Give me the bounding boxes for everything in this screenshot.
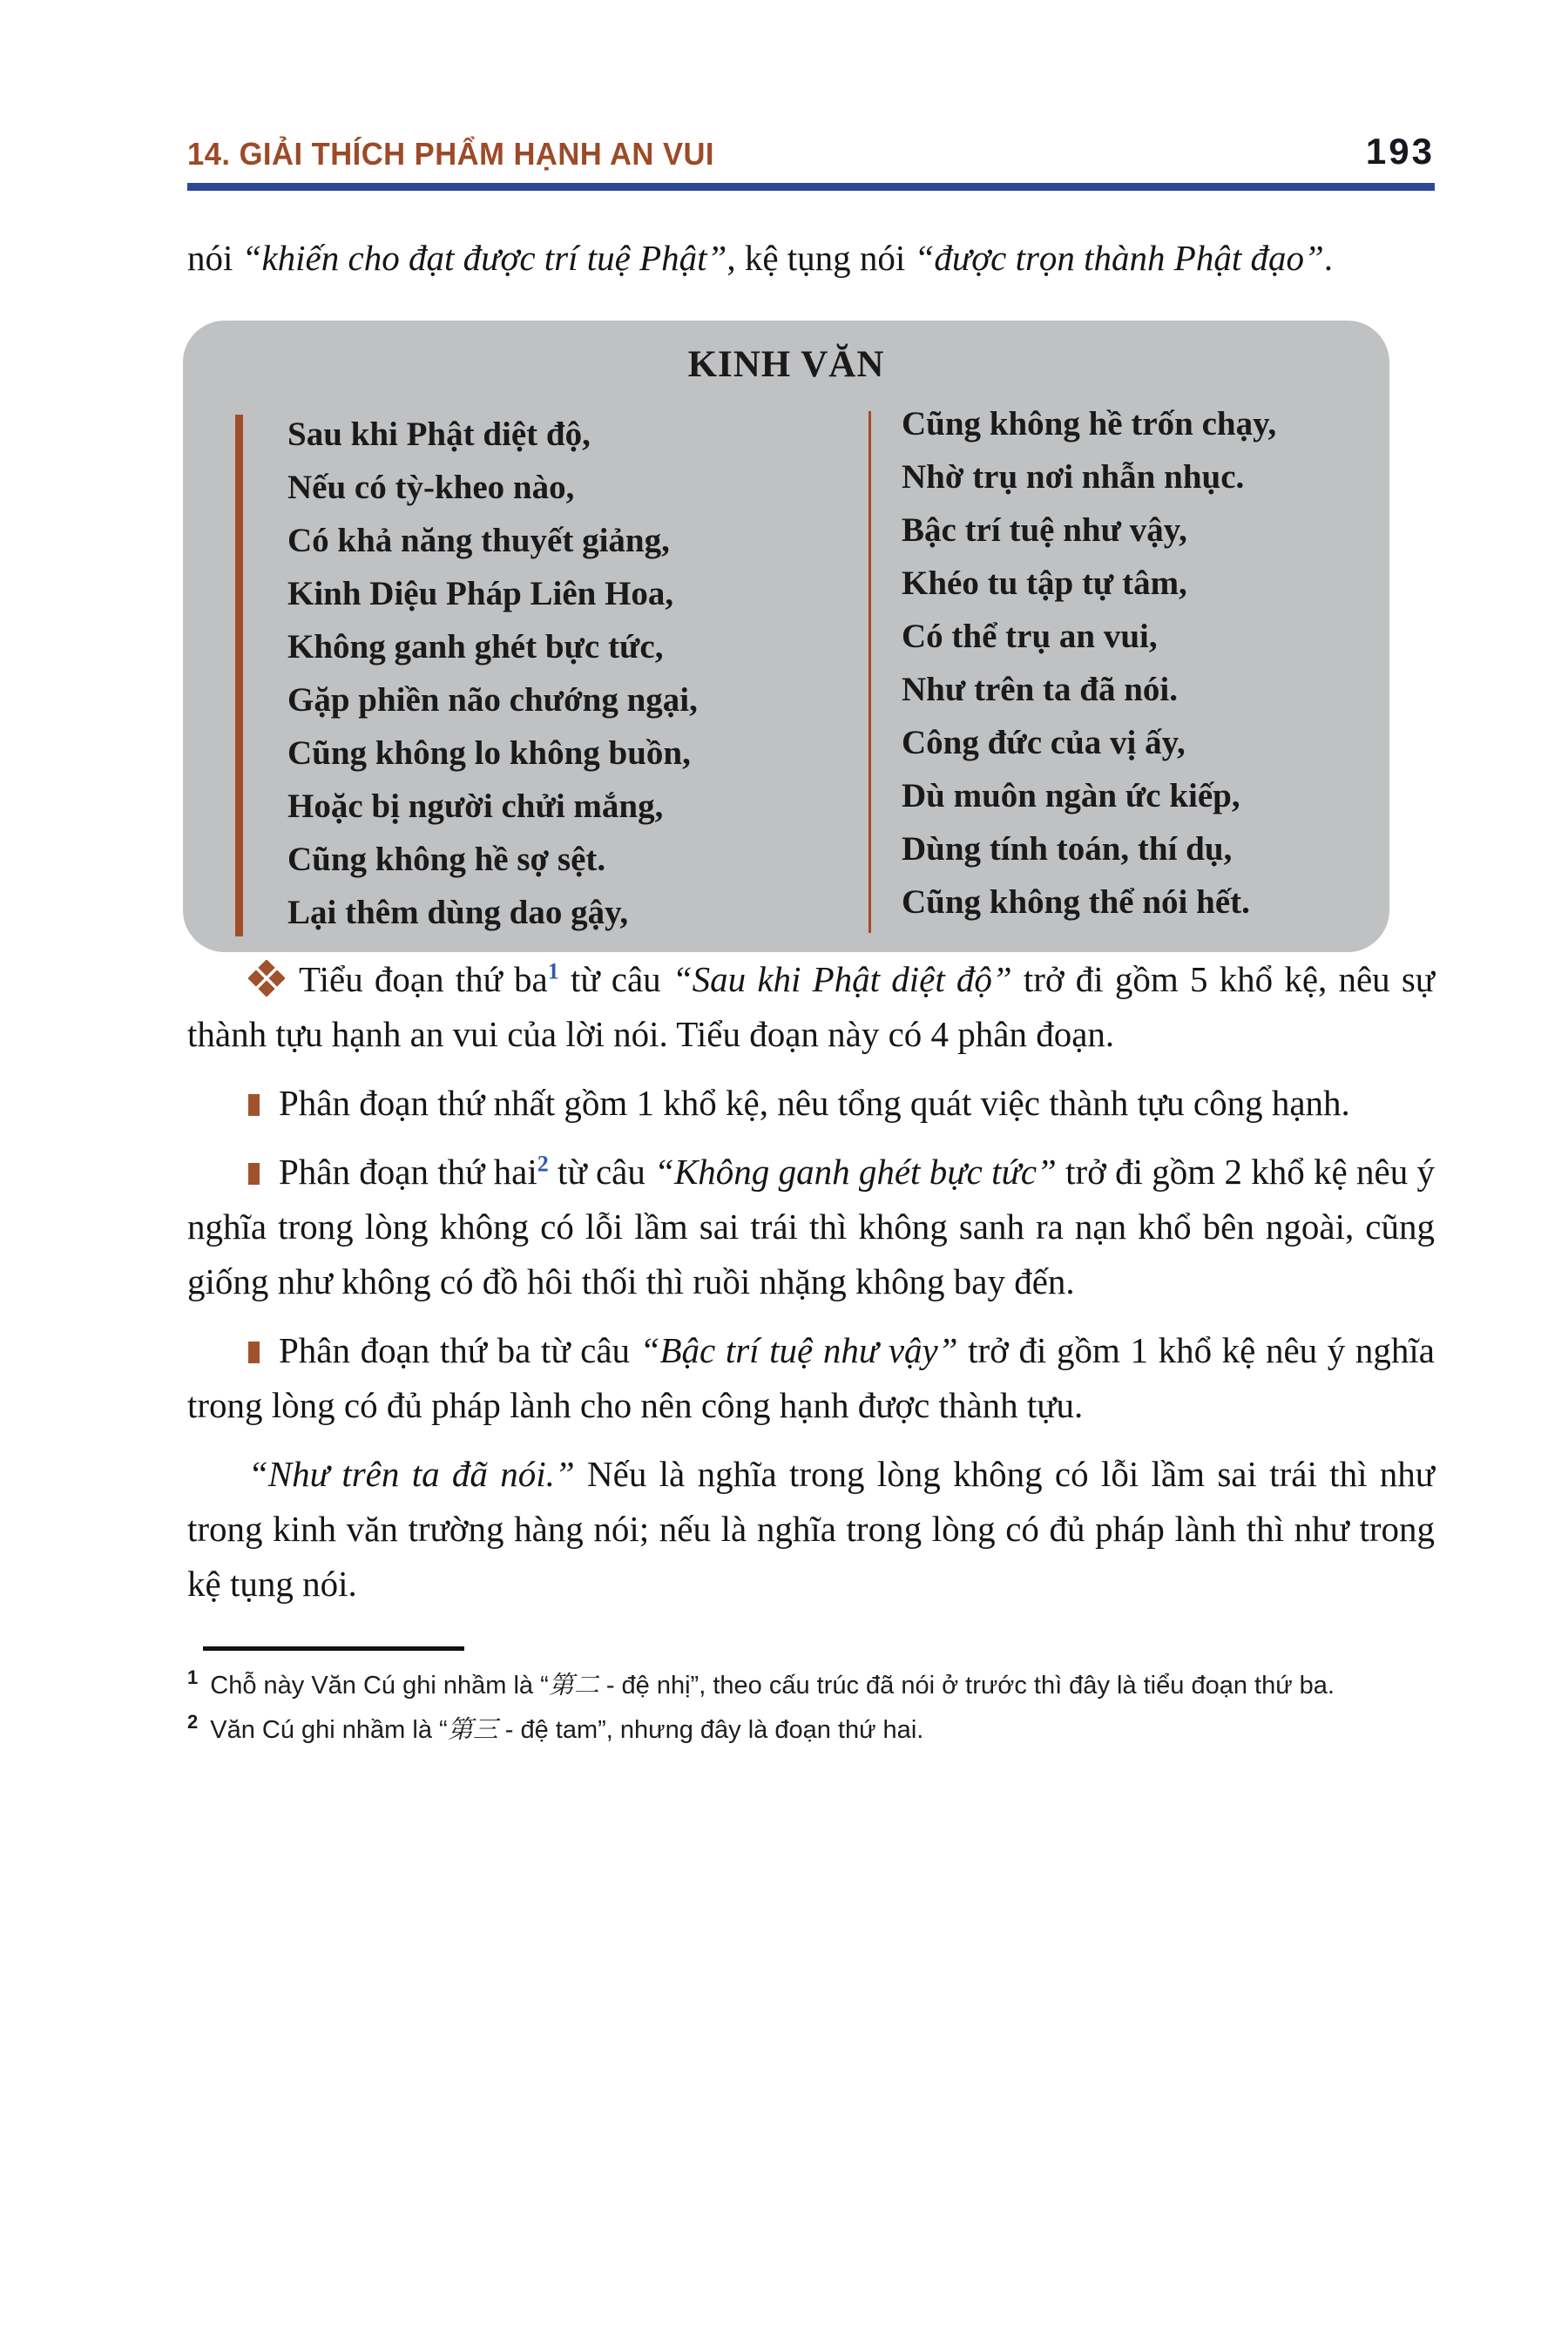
verse-line: Nhờ trụ nơi nhẫn nhục. <box>902 458 1245 496</box>
quoted-phrase: “khiến cho đạt được trí tuệ Phật” <box>241 238 727 278</box>
text-run: nói <box>187 238 242 278</box>
page-content <box>187 131 1435 1755</box>
commentary-paragraphs <box>187 952 1435 1612</box>
text-run: - đệ nhị”, theo cấu trúc đã nói ở trước thì đây là tiểu đoạn thứ ba. <box>598 1672 1335 1700</box>
footnote-marker: 2 <box>187 1711 199 1734</box>
quoted-phrase: “Sau khi Phật diệt độ” <box>672 959 1012 999</box>
header-rule <box>187 183 1435 191</box>
cjk-term: 第三 <box>447 1716 498 1744</box>
verse-column-divider <box>868 411 871 933</box>
running-header <box>187 131 1435 172</box>
verse-line: Cũng không hề sợ sệt. <box>287 841 606 878</box>
footnote-ref: 1 <box>547 958 559 984</box>
footnote-item <box>187 1666 1435 1706</box>
scripture-box-title: KINH VĂN <box>687 344 885 385</box>
verse-line: Lại thêm dùng dao gậy, <box>287 894 629 931</box>
square-bullet-icon <box>248 1163 260 1185</box>
text-run: - đệ tam”, nhưng đây là đoạn thứ hai. <box>497 1716 924 1744</box>
text-run: trở đi gồm 1 khổ kệ nêu ý nghĩa trong lòng có đủ pháp lành cho nên công hạnh được thành tựu. <box>187 1330 1435 1425</box>
quoted-phrase: “được trọn thành Phật đạo” <box>914 238 1324 278</box>
text-run: Phân đoạn thứ ba từ câu <box>279 1330 640 1370</box>
quoted-phrase: “Như trên ta đã nói.” <box>248 1454 588 1494</box>
text-run: Văn Cú ghi nhầm là “ <box>210 1716 448 1744</box>
page-number: 193 <box>1365 131 1435 172</box>
verse-column-right <box>902 397 1372 929</box>
commentary-paragraph <box>187 1323 1435 1433</box>
text-run: . <box>1323 238 1334 278</box>
verse-line: Cũng không thể nói hết. <box>902 883 1250 921</box>
verse-line: Khéo tu tập tự tâm, <box>902 564 1187 602</box>
text-run: Phân đoạn thứ nhất gồm 1 khổ kệ, nêu tổng quát việc thành tựu công hạnh. <box>279 1083 1350 1123</box>
verse-line: Hoặc bị người chửi mắng, <box>287 787 664 825</box>
text-run: Nếu là nghĩa trong lòng không có lỗi lầm sai trái thì như trong kinh văn trường hàng nói; nếu là nghĩa trong lòng có đủ pháp lành thì như trong kệ tụng nói. <box>187 1454 1436 1604</box>
cjk-term: 第二 <box>548 1672 599 1700</box>
verse-line: Kinh Diệu Pháp Liên Hoa, <box>287 575 674 612</box>
verse-line: Không ganh ghét bực tức, <box>287 628 664 666</box>
text-run: Chỗ này Văn Cú ghi nhầm là “ <box>210 1672 549 1700</box>
verse-line: Cũng không hề trốn chạy, <box>902 405 1277 443</box>
footnote-ref: 2 <box>537 1151 549 1177</box>
verse-line: Như trên ta đã nói. <box>902 671 1179 708</box>
commentary-paragraph <box>187 952 1435 1062</box>
verse-line: Dùng tính toán, thí dụ, <box>902 830 1233 868</box>
verse-accent-bar <box>235 415 243 936</box>
verse-column-left <box>287 408 845 939</box>
verse-line: Có thể trụ an vui, <box>902 618 1158 655</box>
footnote-rule <box>203 1646 464 1651</box>
diamond-ornament-icon <box>248 959 299 999</box>
text-run: trở đi gồm 5 khổ kệ, nêu sự thành tựu hạnh an vui của lời nói. Tiểu đoạn này có 4 phân đoạn. <box>187 959 1436 1054</box>
footnote-item <box>187 1711 1435 1750</box>
quoted-phrase: “Bậc trí tuệ như vậy” <box>639 1330 958 1370</box>
verse-line: Dù muôn ngàn ức kiếp, <box>902 777 1240 814</box>
square-bullet-icon <box>248 1342 260 1363</box>
footnote-marker: 1 <box>187 1666 199 1689</box>
quoted-phrase: “Không ganh ghét bực tức” <box>654 1152 1057 1192</box>
text-run: từ câu <box>558 959 672 999</box>
intro-paragraph <box>187 231 1435 286</box>
verse-line: Bậc trí tuệ như vậy, <box>902 511 1187 549</box>
scripture-box <box>183 321 1389 952</box>
verse-line: Có khả năng thuyết giảng, <box>287 522 670 559</box>
footnotes <box>187 1666 1435 1750</box>
text-run: , kệ tụng nói <box>727 238 915 278</box>
text-run: từ câu <box>548 1152 655 1192</box>
text-run: trở đi gồm 2 khổ kệ nêu ý nghĩa trong lòng không có lỗi lầm sai trái thì không sanh ra nạn khổ bên ngoài, cũng giống như không có đồ hôi thối thì ruồi nhặng không bay đến. <box>187 1152 1436 1301</box>
text-run: Phân đoạn thứ hai <box>279 1152 537 1192</box>
footnote-area <box>187 1646 1435 1750</box>
commentary-paragraph <box>187 1447 1435 1612</box>
commentary-paragraph <box>187 1145 1435 1309</box>
chapter-title: 14. GIẢI THÍCH PHẨM HẠNH AN VUI <box>187 136 715 172</box>
verse-line: Công đức của vị ấy, <box>902 724 1186 761</box>
text-run: Tiểu đoạn thứ ba <box>299 959 548 999</box>
verse-line: Cũng không lo không buồn, <box>287 734 691 772</box>
square-bullet-icon <box>248 1094 260 1116</box>
verse-line: Sau khi Phật diệt độ, <box>287 416 591 453</box>
verse-line: Nếu có tỳ-kheo nào, <box>287 469 575 506</box>
commentary-paragraph <box>187 1076 1435 1131</box>
verse-line: Gặp phiền não chướng ngại, <box>287 681 698 719</box>
